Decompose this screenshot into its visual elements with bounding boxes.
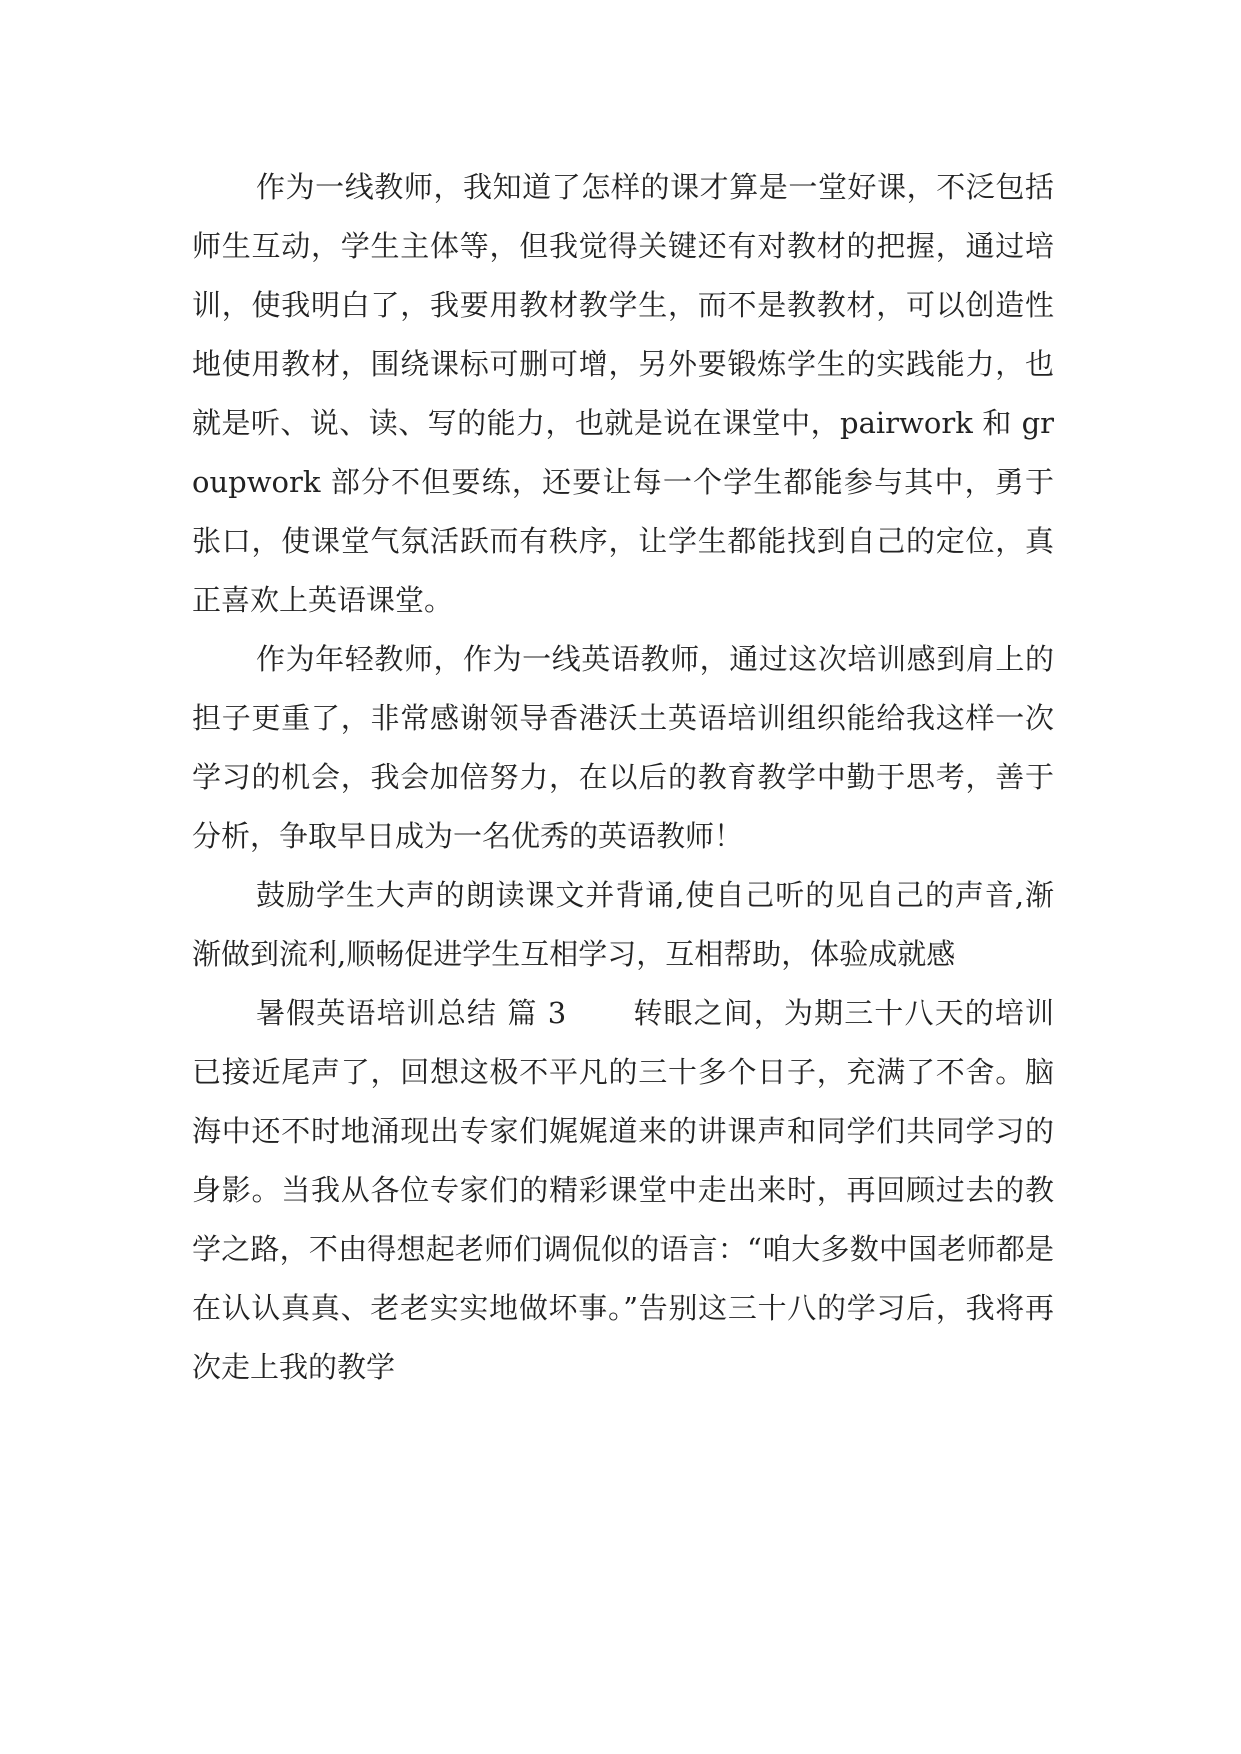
- section-paragraph: [192, 984, 1054, 1397]
- paragraph-1: 作为一线教师，我知道了怎样的课才算是一堂好课，不泛包括师生互动，学生主体等，但我觉得关键还有对教材的把握，通过培训，使我明白了，我要用教材教学生，而不是教教材，可以创造性地使用教材，围绕课标可删可增，另外要锻炼学生的实践能力，也就是听、说、读、写的能力，也就是说在课堂中，pairwork 和 groupwork 部分不但要练，还要让每一个学生都能参与其中，勇于张口，使课堂气氛活跃而有秩序，让学生都能找到自己的定位，真正喜欢上英语课堂。: [192, 170, 1054, 617]
- section-title: 暑假英语培训总结 篇 3: [256, 996, 567, 1030]
- document-body: [192, 158, 1054, 1397]
- section-text: 转眼之间，为期三十八天的培训已接近尾声了，回想这极不平凡的三十多个日子，充满了不舍。脑海中还不时地涌现出专家们娓娓道来的讲课声和同学们共同学习的身影。当我从各位专家们的精彩课堂中走出来时，再回顾过去的教学之路，不由得想起老师们调侃似的语言：“咱大多数中国老师都是在认认真真、老老实实地做坏事。”告别这三十八的学习后，我将再次走上我的教学: [192, 996, 1054, 1384]
- paragraph-3: 鼓励学生大声的朗读课文并背诵,使自己听的见自己的声音,渐渐做到流利,顺畅促进学生互相学习，互相帮助，体验成就感: [192, 878, 1054, 971]
- paragraph-2: 作为年轻教师，作为一线英语教师，通过这次培训感到肩上的担子更重了，非常感谢领导香港沃土英语培训组织能给我这样一次学习的机会，我会加倍努力，在以后的教育教学中勤于思考，善于分析，争取早日成为一名优秀的英语教师！: [192, 642, 1054, 853]
